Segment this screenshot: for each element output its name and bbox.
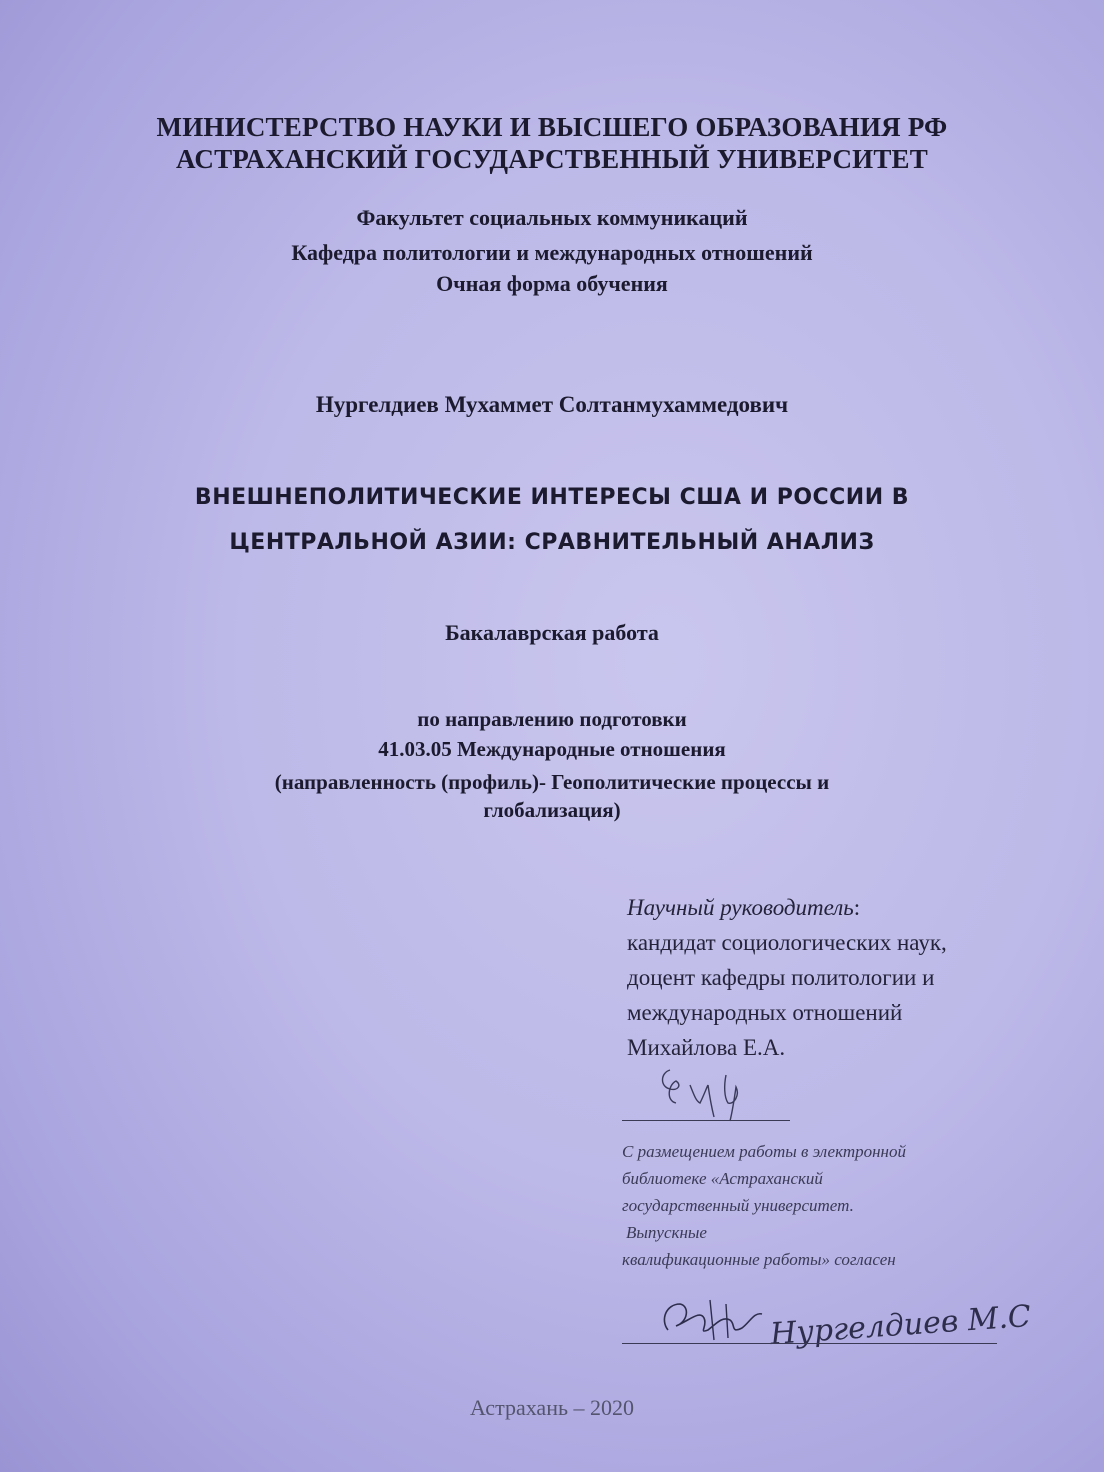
author-name: Нургелдиев Мухаммет Солтанмухаммедович — [315, 392, 789, 417]
direction-label: по направлению подготовки — [417, 707, 687, 731]
advisor-signature — [640, 1055, 790, 1125]
student-signature-name: Нургелдиев М.С — [769, 1298, 1032, 1353]
thesis-title-line-1: ВНЕШНЕПОЛИТИЧЕСКИЕ ИНТЕРЕСЫ США И РОССИИ В — [194, 485, 910, 510]
consent-line-1: С размещением работы в электронной — [622, 1142, 906, 1161]
university-name: АСТРАХАНСКИЙ ГОСУДАРСТВЕННЫЙ УНИВЕРСИТЕТ — [176, 144, 928, 174]
consent-line-4: Выпускные — [626, 1223, 707, 1242]
consent-line-2: библиотеке «Астраханский — [622, 1169, 823, 1188]
work-type: Бакалаврская работа — [445, 620, 659, 645]
city-year — [0, 1395, 1104, 1421]
consent-block — [622, 1138, 906, 1273]
city: Астрахань — [469, 1395, 569, 1420]
advisor-department: международных отношений — [627, 1000, 903, 1025]
student-signature — [650, 1290, 770, 1350]
student-signature-line — [622, 1343, 997, 1344]
ministry-name: МИНИСТЕРСТВО НАУКИ И ВЫСШЕГО ОБРАЗОВАНИЯ РФ — [156, 112, 948, 142]
advisor-degree: кандидат социологических наук, — [627, 930, 947, 955]
direction-profile-end: глобализация) — [483, 798, 621, 822]
advisor-signature-line — [622, 1120, 790, 1121]
direction-profile: (направленность (профиль)- Геополитические процессы и — [274, 770, 830, 794]
advisor-name: Михайлова Е.А. — [627, 1035, 786, 1060]
advisor-block: Научный руководитель: кандидат социологических наук, доцент кафедры политологии и международных отношений Михайлова Е.А. — [627, 890, 947, 1065]
consent-line-3: государственный университет. — [622, 1196, 854, 1215]
study-form: Очная форма обучения — [436, 271, 668, 296]
consent-line-5: квалификационные работы» согласен — [622, 1250, 896, 1269]
advisor-role: Научный руководитель — [627, 895, 854, 920]
faculty-name: Факультет социальных коммуникаций — [356, 205, 748, 230]
advisor-position: доцент кафедры политологии и — [627, 965, 935, 990]
year: 2020 — [590, 1395, 635, 1420]
direction-code: 41.03.05 Международные отношения — [378, 737, 726, 761]
department-name: Кафедра политологии и международных отношений — [291, 240, 813, 265]
city-year-separator: – — [568, 1395, 591, 1420]
thesis-title-line-2: ЦЕНТРАЛЬНОЙ АЗИИ: СРАВНИТЕЛЬНЫЙ АНАЛИЗ — [229, 530, 875, 555]
